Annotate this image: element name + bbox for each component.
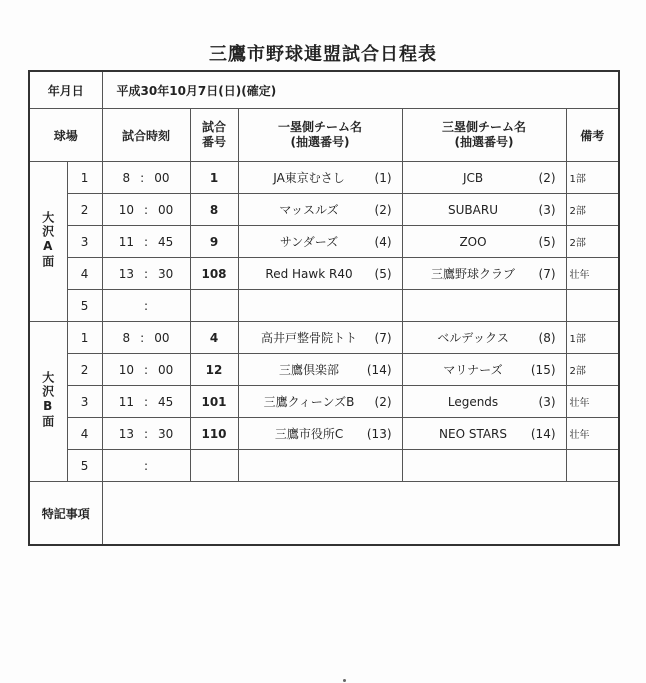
team1-name: 三鷹クィーンズB — [263, 395, 355, 409]
team3-name: NEO STARS — [439, 426, 508, 441]
table-row — [29, 194, 619, 226]
time-hour: 8 — [122, 330, 131, 345]
team3-cell — [402, 386, 566, 418]
time-separator: : — [143, 202, 149, 217]
date-row — [29, 71, 619, 109]
note-cell — [566, 290, 619, 322]
team3-header-line1: 三塁側チーム名 — [442, 120, 527, 134]
time-minute: 45 — [158, 234, 174, 249]
time-minute: 00 — [158, 202, 174, 217]
time-separator: : — [143, 298, 149, 313]
team1-draw-number: (1) — [374, 170, 392, 185]
special-notes-value — [102, 482, 619, 546]
team1-name: マッスルズ — [279, 203, 339, 217]
time-hour: 13 — [118, 426, 134, 441]
team1-name: 三鷹倶楽部 — [279, 363, 340, 377]
time-minute: 00 — [154, 330, 170, 345]
note-cell: 壮年 — [566, 386, 619, 418]
note-cell: 壮年 — [566, 418, 619, 450]
venue-name — [29, 322, 67, 482]
team3-cell — [402, 290, 566, 322]
team3-name: SUBARU — [448, 202, 498, 217]
team3-name: ZOO — [459, 234, 487, 249]
table-row — [29, 290, 619, 322]
match-number: 12 — [190, 354, 238, 386]
match-time — [102, 226, 190, 258]
time-hour: 11 — [118, 234, 134, 249]
row-number: 1 — [67, 322, 102, 354]
venue-header: 球場 — [29, 109, 102, 162]
time-minute: 00 — [158, 362, 174, 377]
note-cell — [566, 450, 619, 482]
special-notes-row — [29, 482, 619, 546]
team1-cell — [238, 258, 402, 290]
match-time — [102, 162, 190, 194]
table-row — [29, 450, 619, 482]
column-header-row — [29, 109, 619, 162]
row-number: 3 — [67, 226, 102, 258]
note-cell: 壮年 — [566, 258, 619, 290]
venue-name — [29, 162, 67, 322]
team3-cell — [402, 258, 566, 290]
team1-draw-number: (4) — [374, 234, 392, 249]
row-number: 2 — [67, 354, 102, 386]
team1-name: JA東京むさし — [273, 171, 345, 185]
team1-cell — [238, 386, 402, 418]
team3-name: 三鷹野球クラブ — [431, 267, 516, 281]
team1-name: Red Hawk R40 — [265, 266, 353, 281]
match-number: 9 — [190, 226, 238, 258]
match-number — [190, 450, 238, 482]
time-minute: 30 — [158, 266, 174, 281]
match-time — [102, 450, 190, 482]
match-time — [102, 258, 190, 290]
team3-draw-number: (3) — [538, 202, 556, 217]
match-number: 4 — [190, 322, 238, 354]
table-row — [29, 322, 619, 354]
match-number: 101 — [190, 386, 238, 418]
row-number: 2 — [67, 194, 102, 226]
note-cell: 1部 — [566, 162, 619, 194]
team1-draw-number: (5) — [374, 266, 392, 281]
team1-draw-number: (7) — [374, 330, 392, 345]
team3-name: JCB — [462, 170, 484, 185]
special-notes-label: 特記事項 — [29, 482, 102, 546]
team1-cell — [238, 322, 402, 354]
team1-name: 高井戸整骨院トト — [261, 331, 358, 345]
team1-name: サンダーズ — [279, 235, 339, 249]
time-separator: : — [143, 266, 149, 281]
time-separator: : — [143, 234, 149, 249]
team1-draw-number: (2) — [374, 394, 392, 409]
table-row — [29, 162, 619, 194]
team3-draw-number: (14) — [530, 426, 556, 441]
time-separator: : — [143, 394, 149, 409]
team3-cell — [402, 226, 566, 258]
schedule-table — [28, 70, 620, 546]
team1-cell — [238, 290, 402, 322]
venue-label: 大沢A面 — [40, 211, 55, 269]
team1-header — [238, 109, 402, 162]
team1-cell — [238, 194, 402, 226]
match-number: 8 — [190, 194, 238, 226]
row-number: 5 — [67, 450, 102, 482]
note-cell: 2部 — [566, 226, 619, 258]
team1-cell — [238, 450, 402, 482]
page-title: 三鷹市野球連盟試合日程表 — [209, 44, 437, 65]
row-number: 4 — [67, 258, 102, 290]
time-minute: 00 — [154, 170, 170, 185]
match-number-header-line1: 試合 — [202, 120, 227, 134]
match-time — [102, 290, 190, 322]
table-row — [29, 226, 619, 258]
match-time — [102, 194, 190, 226]
time-hour: 8 — [122, 170, 131, 185]
team1-draw-number: (14) — [366, 362, 392, 377]
row-number: 3 — [67, 386, 102, 418]
time-separator: : — [143, 426, 149, 441]
stray-dot — [343, 679, 346, 682]
team1-header-line2: (抽選番号) — [290, 135, 350, 149]
team3-draw-number: (7) — [538, 266, 556, 281]
match-number: 110 — [190, 418, 238, 450]
time-header: 試合時刻 — [102, 109, 190, 162]
notes-header: 備考 — [566, 109, 619, 162]
team3-draw-number: (15) — [530, 362, 556, 377]
table-row — [29, 386, 619, 418]
team3-cell — [402, 162, 566, 194]
time-separator: : — [140, 170, 145, 185]
note-cell: 1部 — [566, 322, 619, 354]
match-time — [102, 418, 190, 450]
team3-name: ベルデックス — [437, 331, 509, 345]
row-number: 5 — [67, 290, 102, 322]
team3-cell — [402, 354, 566, 386]
team1-cell — [238, 418, 402, 450]
team1-cell — [238, 354, 402, 386]
match-number-header — [190, 109, 238, 162]
time-hour: 13 — [118, 266, 134, 281]
team3-header — [402, 109, 566, 162]
team1-draw-number: (2) — [374, 202, 392, 217]
time-hour: 11 — [118, 394, 134, 409]
team1-cell — [238, 162, 402, 194]
team1-name: 三鷹市役所C — [274, 427, 344, 441]
table-row — [29, 258, 619, 290]
team3-header-line2: (抽選番号) — [454, 135, 514, 149]
match-number — [190, 290, 238, 322]
time-minute: 30 — [158, 426, 174, 441]
table-row — [29, 418, 619, 450]
time-hour: 10 — [118, 362, 134, 377]
time-minute: 45 — [158, 394, 174, 409]
time-separator: : — [143, 458, 149, 473]
time-separator: : — [143, 362, 149, 377]
team3-cell — [402, 450, 566, 482]
match-number-header-line2: 番号 — [202, 135, 227, 149]
note-cell: 2部 — [566, 354, 619, 386]
team3-draw-number: (3) — [538, 394, 556, 409]
table-row — [29, 354, 619, 386]
team3-draw-number: (5) — [538, 234, 556, 249]
team1-cell — [238, 226, 402, 258]
team1-draw-number: (13) — [366, 426, 392, 441]
team3-cell — [402, 322, 566, 354]
team3-cell — [402, 418, 566, 450]
team3-draw-number: (8) — [538, 330, 556, 345]
venue-label: 大沢B面 — [40, 371, 55, 429]
team3-cell — [402, 194, 566, 226]
date-label: 年月日 — [29, 71, 102, 109]
row-number: 1 — [67, 162, 102, 194]
time-separator: : — [140, 330, 145, 345]
date-value: 平成30年10月7日(日)(確定) — [102, 71, 619, 109]
row-number: 4 — [67, 418, 102, 450]
match-number: 108 — [190, 258, 238, 290]
match-time — [102, 386, 190, 418]
team3-name: マリナーズ — [443, 363, 503, 377]
team3-draw-number: (2) — [538, 170, 556, 185]
match-time — [102, 322, 190, 354]
time-hour: 10 — [118, 202, 134, 217]
note-cell: 2部 — [566, 194, 619, 226]
match-number: 1 — [190, 162, 238, 194]
team1-header-line1: 一塁側チーム名 — [278, 120, 363, 134]
team3-name: Legends — [447, 394, 499, 409]
match-time — [102, 354, 190, 386]
